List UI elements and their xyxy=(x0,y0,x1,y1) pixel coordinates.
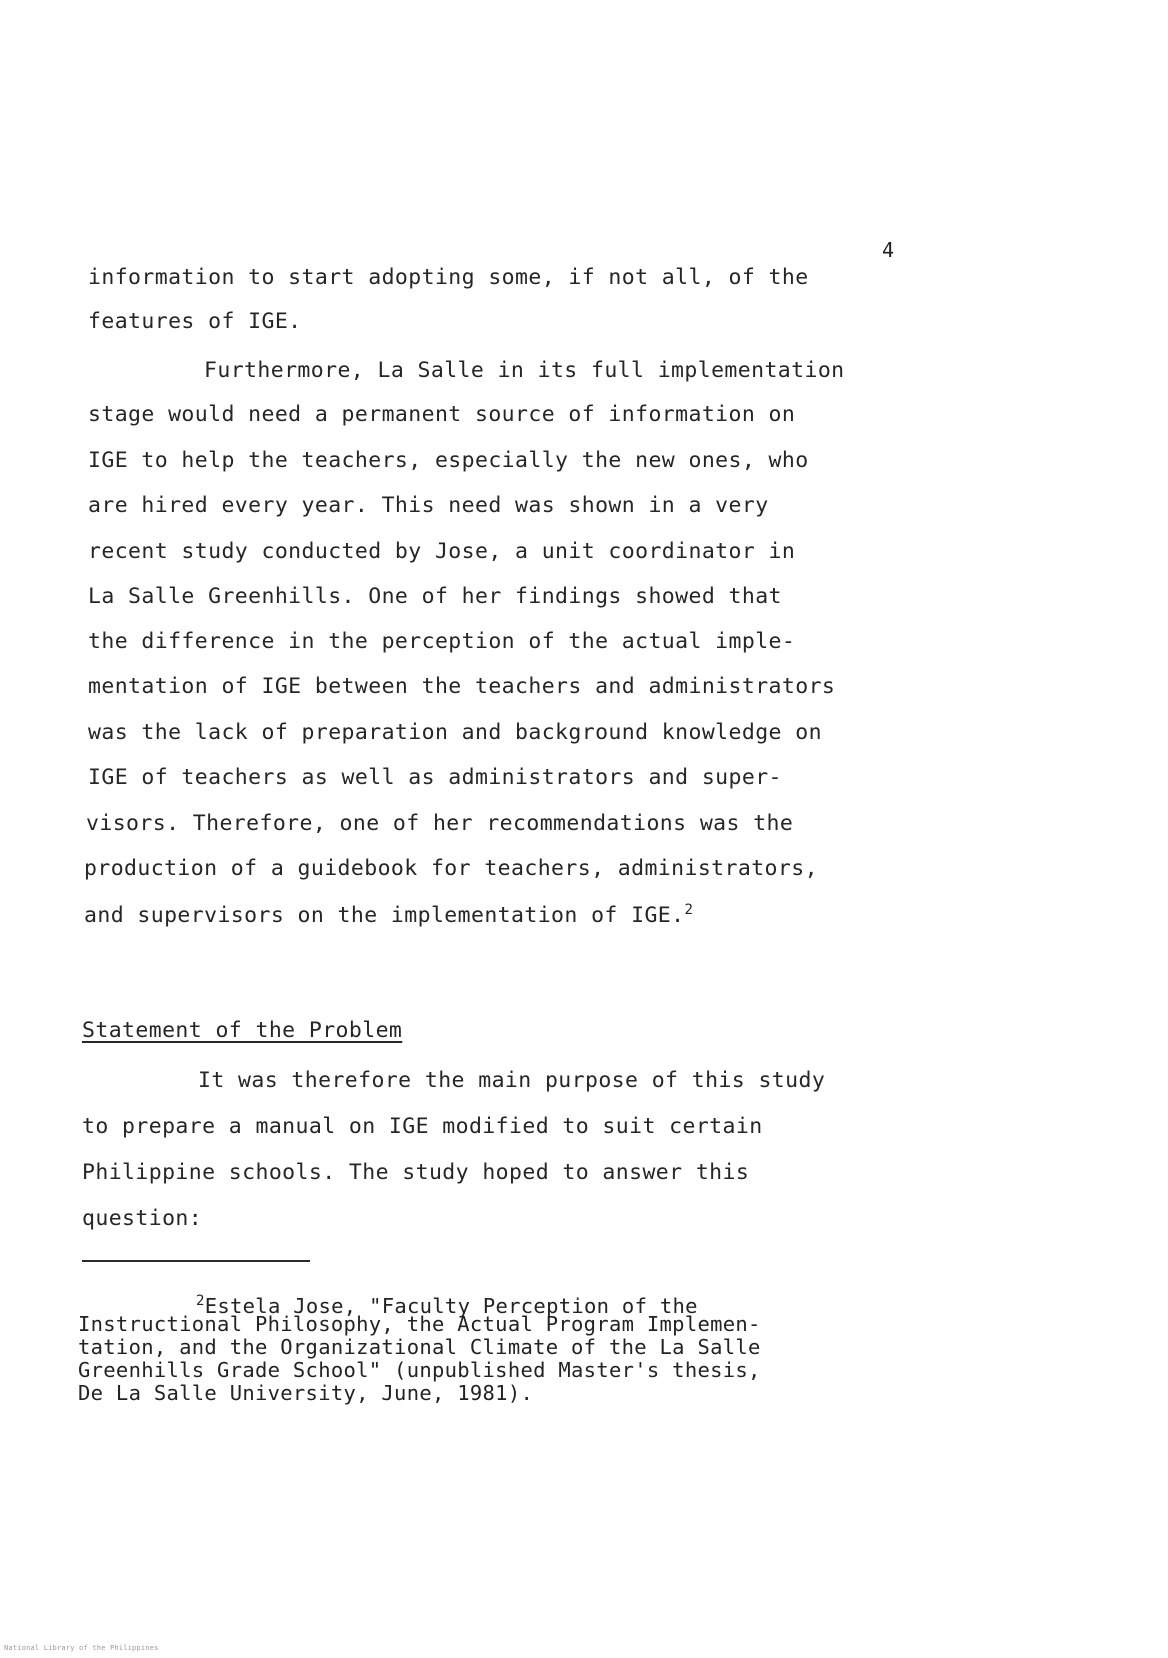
paragraph-3-line-2: to prepare a manual on IGE modified to suit certain xyxy=(82,1114,763,1139)
paragraph-3-line-1: It was therefore the main purpose of this study xyxy=(198,1068,826,1093)
footnote-line-5: De La Salle University, June, 1981). xyxy=(78,1381,534,1405)
footnote-separator xyxy=(82,1260,310,1262)
paragraph-2-line-5: recent study conducted by Jose, a unit coordinator in xyxy=(88,539,796,564)
paragraph-2-line-10: IGE of teachers as well as administrators and super- xyxy=(88,765,782,790)
paragraph-2-line-4: are hired every year. This need was shown in a very xyxy=(88,493,769,518)
paragraph-2-line-12: production of a guidebook for teachers, administrators, xyxy=(84,856,818,881)
paragraph-2-line-7: the difference in the perception of the actual imple- xyxy=(88,629,796,654)
paragraph-1-line-2: features of IGE. xyxy=(88,309,302,334)
footnote-reference-marker: 2 xyxy=(684,902,694,918)
paragraph-2-line-3: IGE to help the teachers, especially the new ones, who xyxy=(88,448,809,473)
paragraph-2-line-13-text: and supervisors on the implementation of IGE. xyxy=(84,903,685,928)
paragraph-2-line-8: mentation of IGE between the teachers and administrators xyxy=(88,674,836,699)
paragraph-2-line-6: La Salle Greenhills. One of her findings showed that xyxy=(88,584,782,609)
footnote-line-4: Greenhills Grade School" (unpublished Master's thesis, xyxy=(78,1358,761,1382)
paragraph-1-line-1: information to start adopting some, if not all, of the xyxy=(88,265,809,290)
footnote-line-2: Instructional Philosophy, the Actual Program Implemen- xyxy=(78,1312,761,1336)
scan-stamp: National Library of the Philippines xyxy=(4,1644,159,1652)
footnote-line-1-text: Estela Jose, "Faculty Perception of the xyxy=(204,1294,698,1318)
paragraph-2-line-11: visors. Therefore, one of her recommendations was the xyxy=(86,811,794,836)
paragraph-3-line-3: Philippine schools. The study hoped to answer this xyxy=(82,1160,750,1185)
paragraph-2-line-1: Furthermore, La Salle in its full implementation xyxy=(204,358,845,383)
paragraph-2-line-2: stage would need a permanent source of information on xyxy=(88,402,796,427)
footnote-marker: 2 xyxy=(196,1293,205,1309)
paragraph-2-line-9: was the lack of preparation and background knowledge on xyxy=(88,720,822,745)
section-heading: Statement of the Problem xyxy=(82,1018,403,1043)
paragraph-2-line-13 xyxy=(84,902,693,928)
paragraph-3-line-4: question: xyxy=(82,1206,203,1231)
page-number: 4 xyxy=(882,238,895,262)
footnote-line-3: tation, and the Organizational Climate of the La Salle xyxy=(78,1335,761,1359)
